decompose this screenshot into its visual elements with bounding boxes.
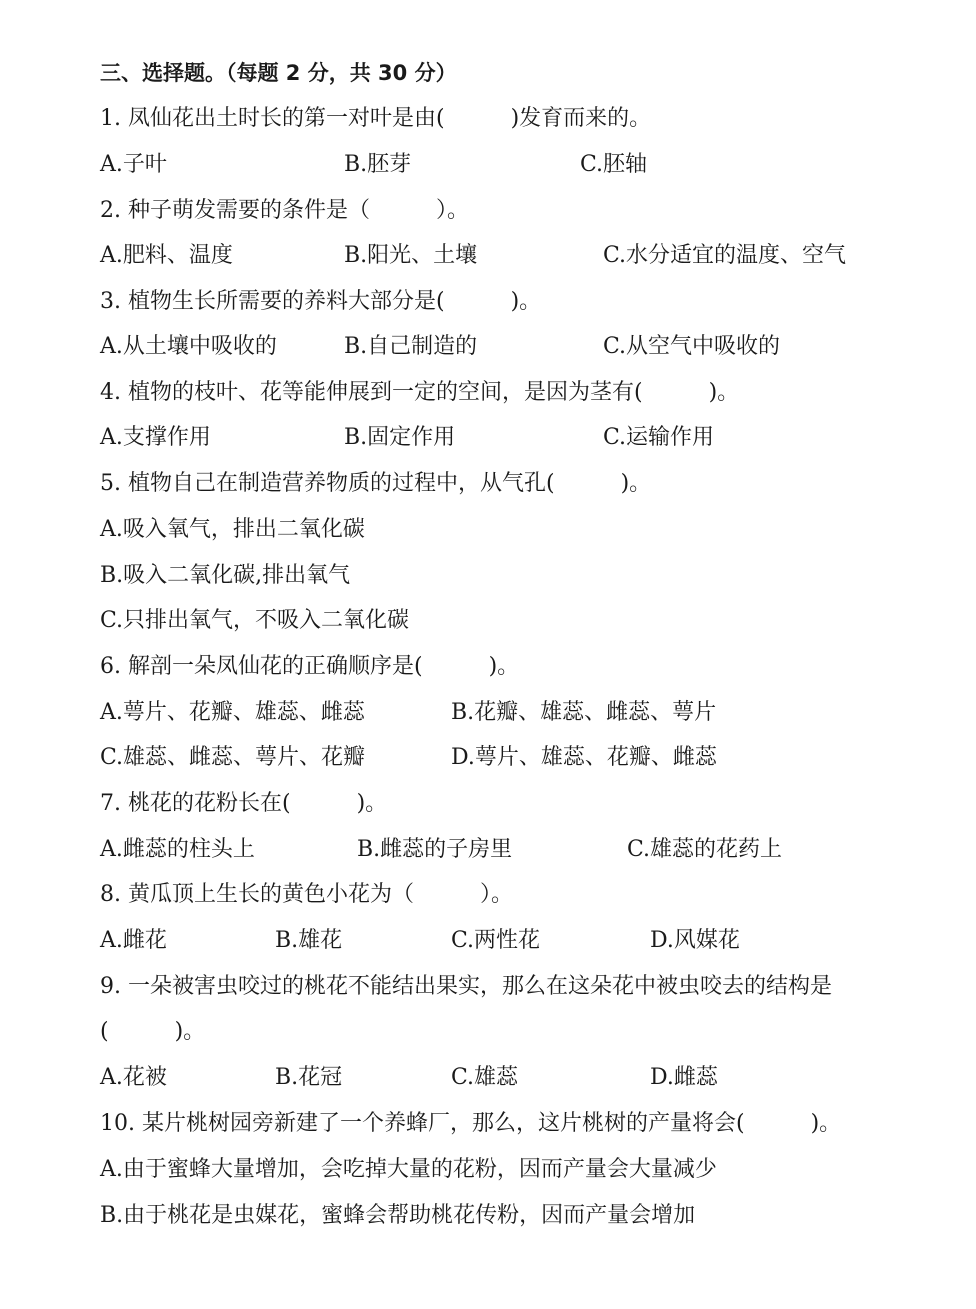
- q6-option-c: C.雄蕊、雌蕊、萼片、花瓣: [100, 745, 366, 770]
- q8-option-d: D.风媒花: [650, 928, 740, 953]
- q5-option-c: C.只排出氧气，不吸入二氧化碳: [100, 608, 410, 633]
- q5-option-b: B.吸入二氧化碳,排出氧气: [100, 563, 351, 588]
- q1-option-a: A.子叶: [100, 152, 167, 177]
- q1-option-c: C.胚轴: [580, 152, 648, 177]
- q7-option-a: A.雌蕊的柱头上: [100, 837, 255, 862]
- q8-option-c: C.两性花: [451, 928, 541, 953]
- question-3: 3. 植物生长所需要的养料大部分是( )。: [100, 289, 542, 314]
- q9-option-b: B.花冠: [275, 1065, 343, 1090]
- q6-option-d: D.萼片、雄蕊、花瓣、雌蕊: [451, 745, 717, 770]
- q4-option-c: C.运输作用: [603, 425, 715, 450]
- q3-option-b: B.自己制造的: [344, 334, 478, 359]
- question-4: 4. 植物的枝叶、花等能伸展到一定的空间，是因为茎有( )。: [100, 380, 740, 405]
- q10-option-a: A.由于蜜蜂大量增加，会吃掉大量的花粉，因而产量会大量减少: [100, 1157, 717, 1182]
- q4-option-b: B.固定作用: [344, 425, 456, 450]
- q6-option-b: B.花瓣、雄蕊、雌蕊、萼片: [451, 700, 717, 725]
- q8-option-a: A.雌花: [100, 928, 167, 953]
- question-5: 5. 植物自己在制造营养物质的过程中，从气孔( )。: [100, 471, 652, 496]
- question-10: 10. 某片桃树园旁新建了一个养蜂厂，那么，这片桃树的产量将会( )。: [100, 1111, 842, 1136]
- q8-option-b: B.雄花: [275, 928, 343, 953]
- q10-option-b: B.由于桃花是虫媒花，蜜蜂会帮助桃花传粉，因而产量会增加: [100, 1203, 696, 1228]
- q3-option-a: A.从土壤中吸收的: [100, 334, 277, 359]
- question-6: 6. 解剖一朵凤仙花的正确顺序是( )。: [100, 654, 520, 679]
- q6-option-a: A.萼片、花瓣、雄蕊、雌蕊: [100, 700, 365, 725]
- q9-option-a: A.花被: [100, 1065, 167, 1090]
- question-2: 2. 种子萌发需要的条件是（ ）。: [100, 198, 469, 223]
- q2-option-c: C.水分适宜的温度、空气: [603, 243, 847, 268]
- question-8: 8. 黄瓜顶上生长的黄色小花为（ ）。: [100, 882, 513, 907]
- q9-option-d: D.雌蕊: [650, 1065, 718, 1090]
- question-9-blank: ( )。: [100, 1019, 206, 1044]
- q2-option-a: A.肥料、温度: [100, 243, 233, 268]
- q2-option-b: B.阳光、土壤: [344, 243, 478, 268]
- section-title: 三、选择题。（每题 2 分，共 30 分）: [100, 61, 457, 85]
- q4-option-a: A.支撑作用: [100, 425, 211, 450]
- q3-option-c: C.从空气中吸收的: [603, 334, 781, 359]
- q7-option-b: B.雌蕊的子房里: [357, 837, 513, 862]
- question-1: 1. 凤仙花出土时长的第一对叶是由( )发育而来的。: [100, 106, 652, 131]
- q5-option-a: A.吸入氧气，排出二氧化碳: [100, 517, 365, 542]
- question-7: 7. 桃花的花粉长在( )。: [100, 791, 388, 816]
- q1-option-b: B.胚芽: [344, 152, 412, 177]
- q9-option-c: C.雄蕊: [451, 1065, 519, 1090]
- question-9: 9. 一朵被害虫咬过的桃花不能结出果实，那么在这朵花中被虫咬去的结构是: [100, 974, 832, 999]
- q7-option-c: C.雄蕊的花药上: [627, 837, 783, 862]
